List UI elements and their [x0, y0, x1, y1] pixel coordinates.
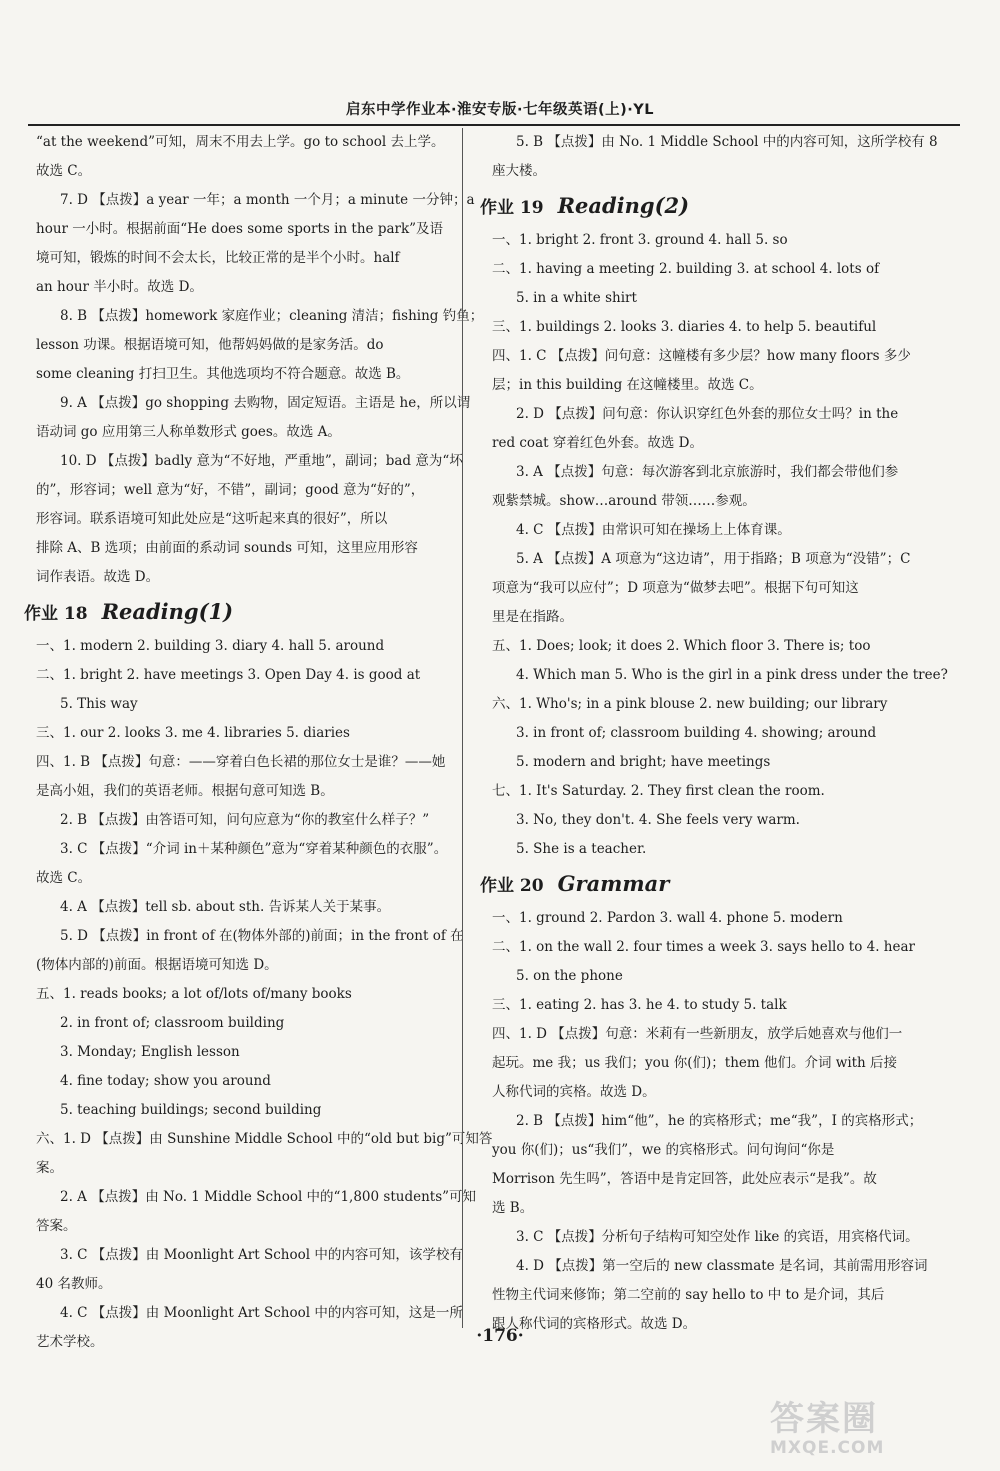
- answer-line: 故选 C。: [36, 163, 92, 179]
- answer-line: 三、1. eating 2. has 3. he 4. to study 5. talk: [492, 997, 787, 1013]
- answer-line: 5. in a white shirt: [516, 290, 637, 306]
- answer-line: 3. C 【点拨】“介词 in＋某种颜色”意为“穿着某种颜色的衣服”。: [60, 841, 448, 857]
- answer-line: 起玩。me 我；us 我们；you 你(们)；them 他们。介词 with 后接: [492, 1055, 898, 1071]
- section-heading: [24, 594, 448, 630]
- answer-line: 一、1. ground 2. Pardon 3. wall 4. phone 5. modern: [492, 910, 843, 926]
- answer-line: 3. No, they don't. 4. She feels very warm.: [516, 812, 800, 828]
- answer-line: hour 一小时。根据前面“He does some sports in the park”及语: [36, 221, 444, 237]
- answer-line: 一、1. bright 2. front 3. ground 4. hall 5. so: [492, 232, 788, 248]
- answer-line: 五、1. reads books; a lot of/lots of/many books: [36, 986, 352, 1002]
- answer-line: 是高小姐，我们的英语老师。根据句意可知选 B。: [36, 783, 334, 799]
- answer-line: 三、1. buildings 2. looks 3. diaries 4. to help 5. beautiful: [492, 319, 877, 335]
- header-rule: [28, 124, 960, 126]
- answer-line: some cleaning 打扫卫生。其他选项均不符合题意。故选 B。: [36, 366, 410, 382]
- answer-line: 5. teaching buildings; second building: [60, 1102, 322, 1118]
- answer-line: 故选 C。: [36, 870, 92, 886]
- section-title: Reading(2): [557, 193, 690, 218]
- answer-line: 3. C 【点拨】分析句子结构可知空处作 like 的宾语，用宾格代词。: [516, 1229, 919, 1245]
- answer-line: 5. D 【点拨】in front of 在(物体外部的)前面；in the front of 在: [60, 928, 464, 944]
- answer-line: 座大楼。: [492, 163, 546, 179]
- answer-line: 3. in front of; classroom building 4. showing; around: [516, 725, 877, 741]
- answer-line: 一、1. modern 2. building 3. diary 4. hall 5. around: [36, 638, 385, 654]
- answer-line: 5. This way: [60, 696, 138, 712]
- answer-line: 2. B 【点拨】him“他”，he 的宾格形式；me“我”，I 的宾格形式；: [516, 1113, 923, 1129]
- section-label: 作业 20: [480, 876, 544, 896]
- answer-line: 六、1. Who's; in a pink blouse 2. new building; our library: [492, 696, 888, 712]
- section-heading: [480, 866, 904, 902]
- answer-line: Morrison 先生吗”，答语中是肯定回答，此处应表示“是我”。故: [492, 1171, 877, 1187]
- answer-line: “at the weekend”可知，周末不用去上学。go to school 去上学。: [36, 134, 445, 150]
- answer-line: 3. C 【点拨】由 Moonlight Art School 中的内容可知，该学校有: [60, 1247, 463, 1263]
- answer-line: 四、1. D 【点拨】句意：米莉有一些新朋友，放学后她喜欢与他们一: [492, 1026, 903, 1042]
- answer-line: 语动词 go 应用第三人称单数形式 goes。故选 A。: [36, 424, 341, 440]
- answer-line: 9. A 【点拨】go shopping 去购物，固定短语。主语是 he，所以谓: [60, 395, 471, 411]
- answer-line: 案。: [36, 1160, 63, 1176]
- answer-line: 3. Monday; English lesson: [60, 1044, 240, 1060]
- answer-line: red coat 穿着红色外套。故选 D。: [492, 435, 703, 451]
- answer-line: 4. Which man 5. Who is the girl in a pink dress under the tree?: [516, 667, 948, 683]
- answer-line: 4. fine today; show you around: [60, 1073, 271, 1089]
- answer-line: 4. C 【点拨】由常识可知在操场上上体育课。: [516, 522, 791, 538]
- answer-line: 2. in front of; classroom building: [60, 1015, 285, 1031]
- answer-line: 10. D 【点拨】badly 意为“不好地，严重地”，副词；bad 意为“坏: [60, 453, 463, 469]
- answer-line: 跟人称代词的宾格形式。故选 D。: [492, 1316, 697, 1332]
- page-header: 启东中学作业本·淮安专版·七年级英语(上)·YL: [345, 102, 655, 118]
- answer-line: 4. A 【点拨】tell sb. about sth. 告诉某人关于某事。: [60, 899, 391, 915]
- left-column: [24, 128, 493, 1357]
- answer-line: 答案。: [36, 1218, 77, 1234]
- answer-line: 8. B 【点拨】homework 家庭作业；cleaning 清洁；fishing 钓鱼；: [60, 308, 484, 324]
- answer-line: 5. She is a teacher.: [516, 841, 647, 857]
- answer-line: 4. D 【点拨】第一空后的 new classmate 是名词，其前需用形容词: [516, 1258, 928, 1274]
- answer-line: 七、1. It's Saturday. 2. They first clean the room.: [492, 783, 825, 799]
- answer-line: 2. B 【点拨】由答语可知，问句应意为“你的教室什么样子？”: [60, 812, 430, 828]
- answer-line: you 你(们)；us“我们”，we 的宾格形式。问句询问“你是: [492, 1142, 835, 1158]
- answer-line: 里是在指路。: [492, 609, 573, 625]
- answer-line: 层；in this building 在这幢楼里。故选 C。: [492, 377, 763, 393]
- answer-line: 人称代词的宾格。故选 D。: [492, 1084, 656, 1100]
- answer-line: (物体内部的)前面。根据语境可知选 D。: [36, 957, 278, 973]
- answer-line: 艺术学校。: [36, 1334, 104, 1350]
- watermark-text: 答案圈: [770, 1399, 878, 1439]
- answer-line: 四、1. C 【点拨】问句意：这幢楼有多少层？how many floors 多少: [492, 348, 911, 364]
- answer-line: 5. A 【点拨】A 项意为“这边请”，用于指路；B 项意为“没错”；C: [516, 551, 911, 567]
- answer-line: 性物主代词来修饰；第二空前的 say hello to 中 to 是介词，其后: [492, 1287, 885, 1303]
- answer-line: 5. B 【点拨】由 No. 1 Middle School 中的内容可知，这所学校有 8: [516, 134, 938, 150]
- answer-line: 5. on the phone: [516, 968, 623, 984]
- answer-line: 五、1. Does; look; it does 2. Which floor 3. There is; too: [492, 638, 871, 654]
- section-heading: [480, 188, 904, 224]
- answer-line: 2. A 【点拨】由 No. 1 Middle School 中的“1,800 students”可知: [60, 1189, 477, 1205]
- answer-line: 排除 A、B 选项；由前面的系动词 sounds 可知，这里应用形容: [36, 540, 418, 556]
- answer-line: 二、1. on the wall 2. four times a week 3. says hello to 4. hear: [492, 939, 915, 955]
- answer-line: 二、1. bright 2. have meetings 3. Open Day 4. is good at: [36, 667, 421, 683]
- answer-line: 5. modern and bright; have meetings: [516, 754, 771, 770]
- answer-line: 境可知，锻炼的时间不会太长，比较正常的是半个小时。half: [36, 250, 400, 266]
- answer-line: 的”，形容词；well 意为“好，不错”，副词；good 意为“好的”，: [36, 482, 425, 498]
- section-title: Grammar: [557, 871, 670, 896]
- answer-line: 四、1. B 【点拨】句意：——穿着白色长裙的那位女士是谁？——她: [36, 754, 446, 770]
- answer-line: 2. D 【点拨】问句意：你认识穿红色外套的那位女士吗？in the: [516, 406, 899, 422]
- answer-line: 观紫禁城。show…around 带领……参观。: [492, 493, 756, 509]
- section-label: 作业 18: [24, 604, 88, 624]
- answer-line: 项意为“我可以应付”；D 项意为“做梦去吧”。根据下句可知这: [492, 580, 859, 596]
- watermark-logo: [770, 1400, 995, 1460]
- column-divider: [462, 128, 463, 1328]
- page-number: ·176·: [476, 1326, 524, 1346]
- answer-line: 词作表语。故选 D。: [36, 569, 160, 585]
- answer-line: 三、1. our 2. looks 3. me 4. libraries 5. diaries: [36, 725, 350, 741]
- answer-line: 形容词。联系语境可知此处应是“这听起来真的很好”，所以: [36, 511, 388, 527]
- answer-line: 7. D 【点拨】a year 一年；a month 一个月；a minute 一分钟；a: [60, 192, 475, 208]
- watermark-url: MXQE.COM: [770, 1438, 885, 1458]
- answer-line: lesson 功课。根据语境可知，他帮妈妈做的是家务活。do: [36, 337, 384, 353]
- answer-line: 4. C 【点拨】由 Moonlight Art School 中的内容可知，这是一所: [60, 1305, 463, 1321]
- answer-line: 3. A 【点拨】句意：每次游客到北京旅游时，我们都会带他们参: [516, 464, 899, 480]
- section-title: Reading(1): [101, 599, 234, 624]
- answer-line: 40 名教师。: [36, 1276, 112, 1292]
- answer-line: 选 B。: [492, 1200, 534, 1216]
- answer-line: 六、1. D 【点拨】由 Sunshine Middle School 中的“old but big”可知答: [36, 1131, 493, 1147]
- section-label: 作业 19: [480, 198, 544, 218]
- answer-line: an hour 半小时。故选 D。: [36, 279, 203, 295]
- answer-line: 二、1. having a meeting 2. building 3. at school 4. lots of: [492, 261, 880, 277]
